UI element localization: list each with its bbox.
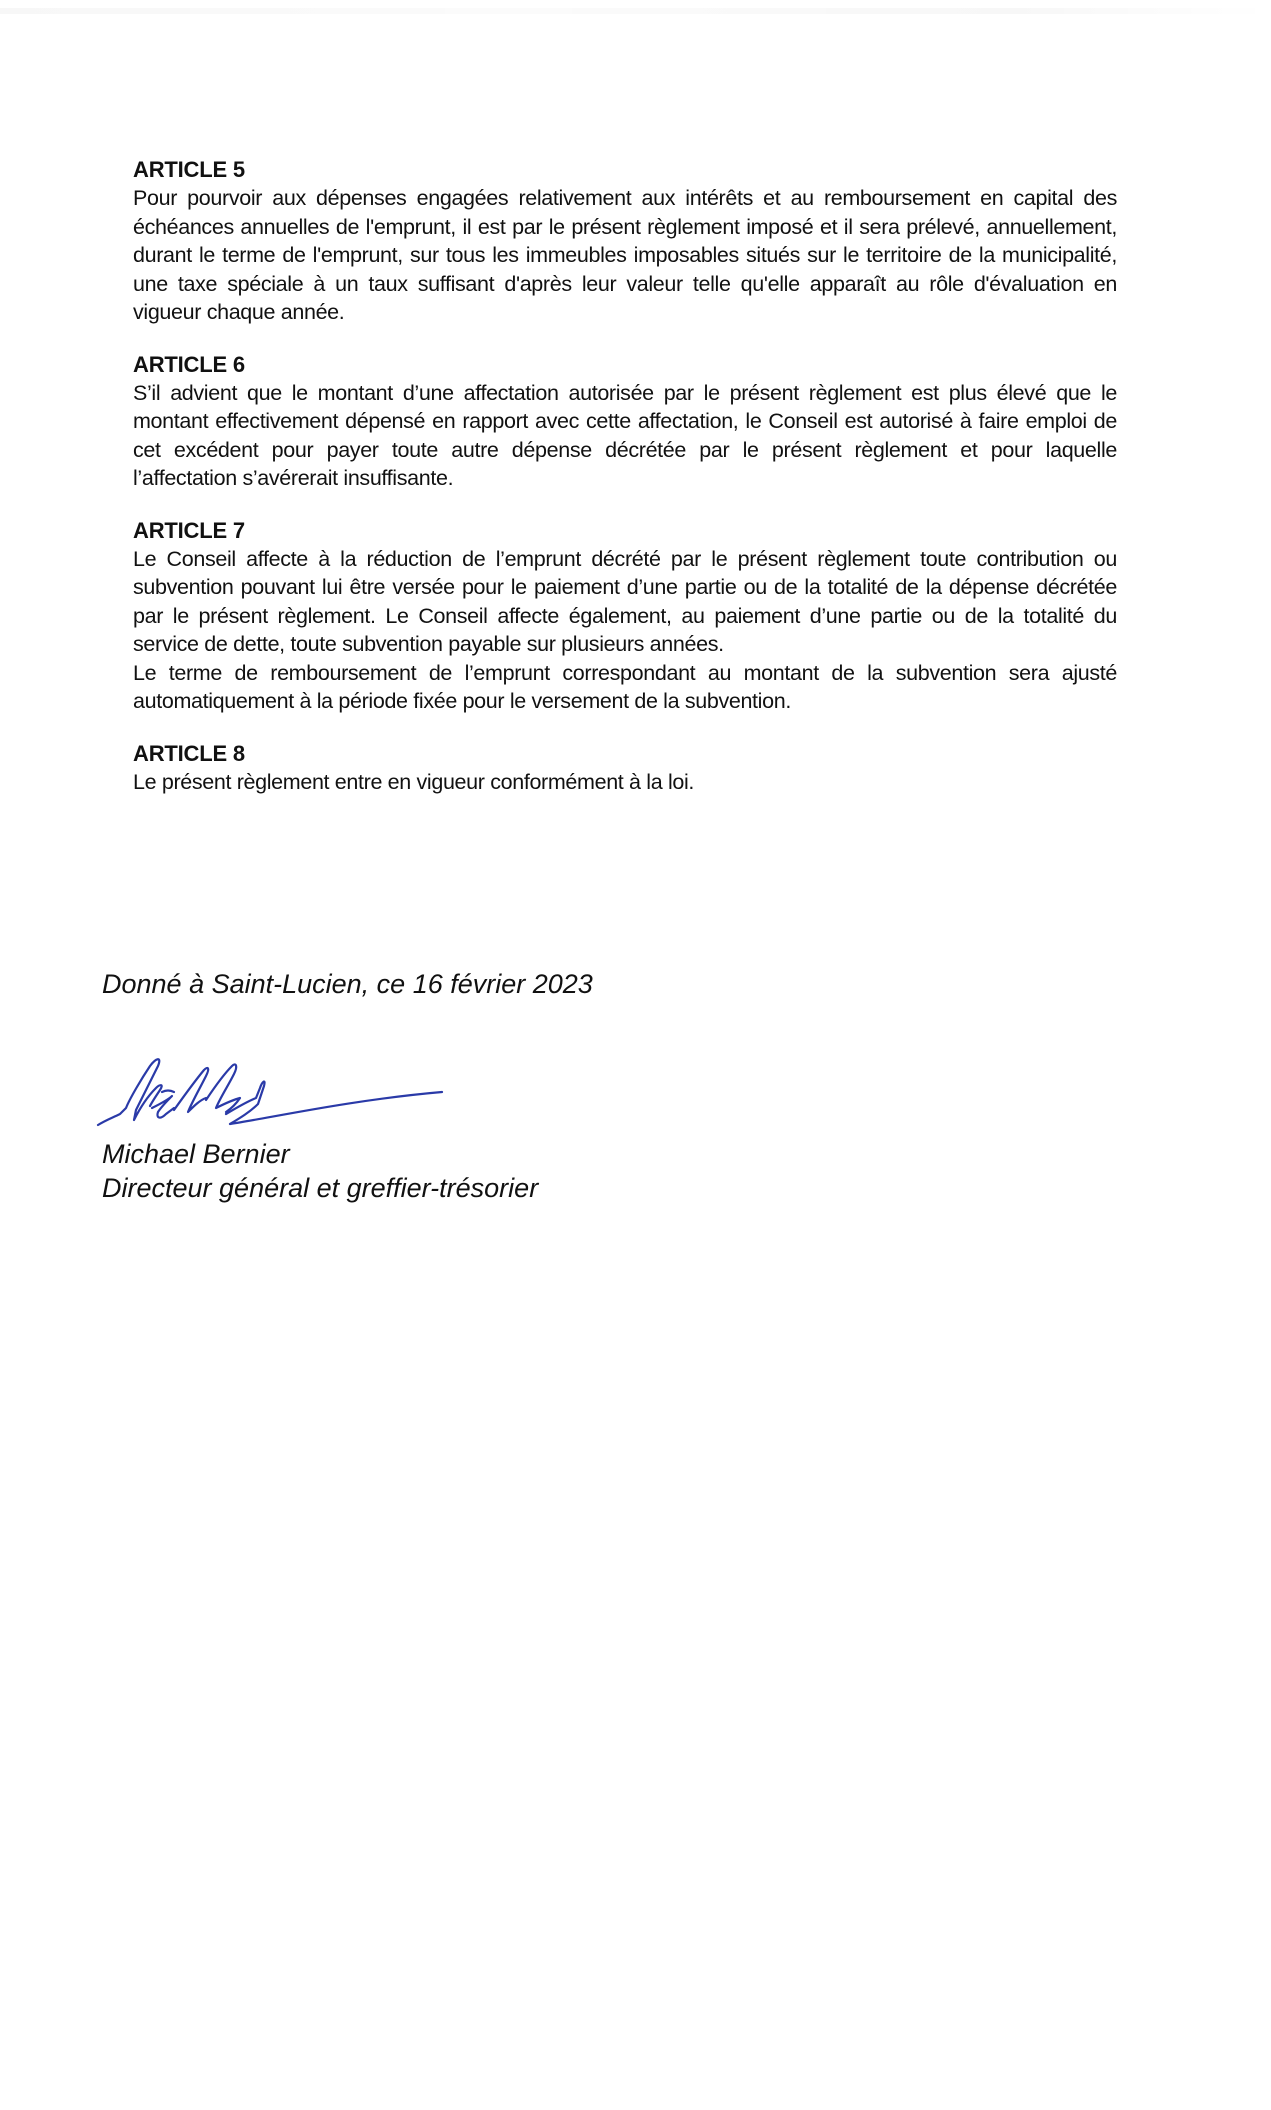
article-body: [133, 545, 1117, 716]
article-title: ARTICLE 6: [133, 351, 245, 377]
article-paragraph: Pour pourvoir aux dépenses engagées relativement aux intérêts et au remboursement en capital des échéances annuelles de l'emprunt, il est par le présent règlement imposé et il sera prélevé, annuellement, durant le terme de l'emprunt, sur tous les immeubles imposables situés sur le territoire de la municipalité, une taxe spéciale à un taux suffisant d'après leur valeur telle qu'elle apparaît au rôle d'évaluation en vigueur chaque année.: [133, 186, 1117, 324]
article-paragraph: Le présent règlement entre en vigueur conformément à la loi.: [133, 769, 695, 794]
article-body: [133, 184, 1117, 327]
article-paragraph: Le Conseil affecte à la réduction de l’emprunt décrété par le présent règlement toute contribution ou subvention pouvant lui être versée pour le paiement d’une partie ou de la totalité de la dépense décrétée par le présent règlement. Le Conseil affecte également, au paiement d’une partie ou de la totalité du service de dette, toute subvention payable sur plusieurs années.: [133, 546, 1117, 656]
article-body: [133, 768, 1117, 797]
article-title: ARTICLE 8: [133, 740, 245, 766]
handwritten-signature-icon: [90, 1048, 450, 1138]
scan-edge-artifact: [0, 8, 1271, 14]
article-8: [133, 740, 1117, 797]
article-5: [133, 156, 1117, 327]
article-6: [133, 351, 1117, 493]
article-7: [133, 517, 1117, 716]
document-body: [133, 156, 1117, 820]
article-title: ARTICLE 7: [133, 517, 245, 543]
signoff-place-date: Donné à Saint-Lucien, ce 16 février 2023: [102, 969, 593, 999]
article-paragraph: S’il advient que le montant d’une affectation autorisée par le présent règlement est plus élevé que le montant effectivement dépensé en rapport avec cette affectation, le Conseil est autorisé à faire emploi de cet excédent pour payer toute autre dépense décrétée par le présent règlement et pour laquelle l’affectation s’avérerait insuffisante.: [133, 380, 1117, 490]
article-paragraph: Le terme de remboursement de l’emprunt correspondant au montant de la subvention sera ajusté automatiquement à la période fixée pour le versement de la subvention.: [133, 660, 1117, 713]
signer-role: Directeur général et greffier-trésorier: [102, 1173, 539, 1203]
article-body: [133, 379, 1117, 493]
signer-name: Michael Bernier: [102, 1139, 290, 1169]
signer-block: [102, 1137, 538, 1205]
article-title: ARTICLE 5: [133, 157, 245, 182]
